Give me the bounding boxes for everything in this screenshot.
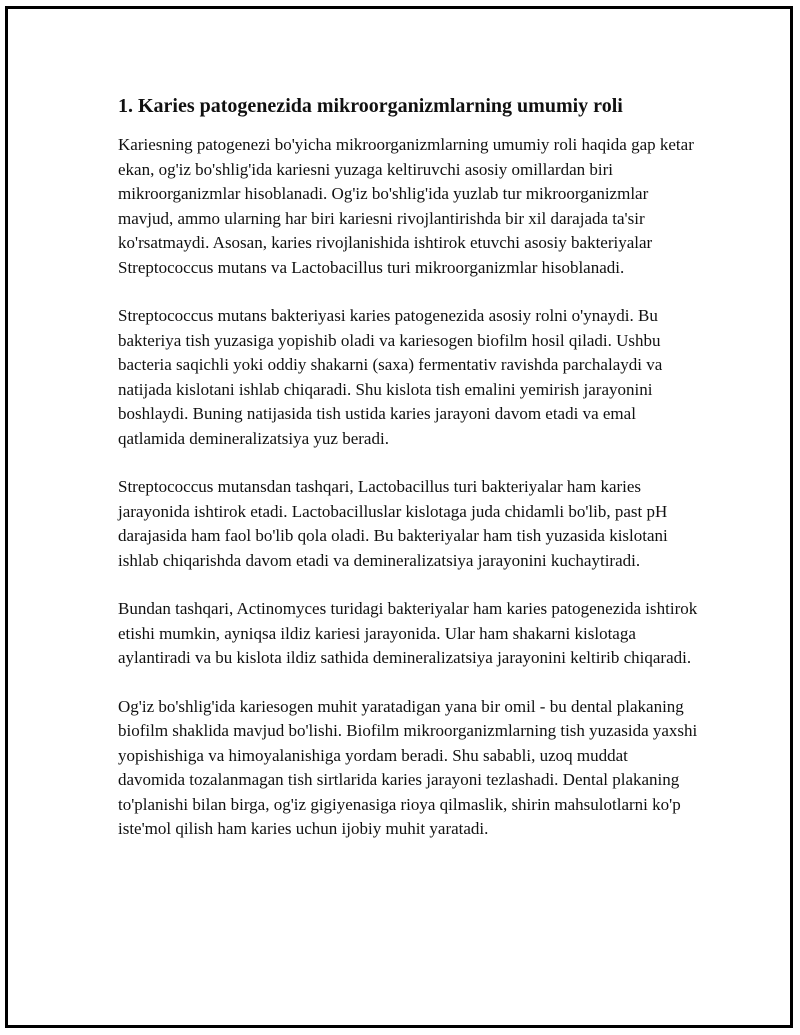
- paragraph-5: Og'iz bo'shlig'ida kariesogen muhit yaratadigan yana bir omil - bu dental plakaning biofilm shaklida mavjud bo'lishi. Biofilm mikroorganizmlarning tish yuzasida yaxshi yopishishiga va himoyalanishiga yordam beradi. Shu sababli, uzoq muddat davomida tozalanmagan tish sirtlarida karies jarayoni tezlashadi. Dental plakaning to'planishi bilan birga, og'iz gigiyenasiga rioya qilmaslik, shirin mahsulotlarni ko'p iste'mol qilish ham karies uchun ijobiy muhit yaratadi.: [118, 696, 698, 838]
- paragraph-2: Streptococcus mutans bakteriyasi karies patogenezida asosiy rolni o'ynaydi. Bu bakteriya tish yuzasiga yopishib oladi va kariesogen biofilm hosil qiladi. Ushbu bacteria saqichli yoki oddiy shakarni (saxa) fermentativ ravishda parchalaydi va natijada kislotani ishlab chiqaradi. Shu kislota tish emalini yemirish jarayonini boshlaydi. Buning natijasida tish ustida karies jarayoni davom etadi va emal qatlamida demineralizatsiya yuz beradi.: [118, 306, 663, 448]
- document-body: [118, 92, 698, 842]
- paragraph-3: Streptococcus mutansdan tashqari, Lactobacillus turi bakteriyalar ham karies jarayonida ishtirok etadi. Lactobacilluslar kislotaga juda chidamli bo'lib, past pH darajasida ham faol bo'lib qola oladi. Bu bakteriyalar ham tish yuzasida kislotani ishlab chiqarishda davom etadi va demineralizatsiya jarayonini kuchaytiradi.: [118, 477, 668, 570]
- paragraph-1: Kariesning patogenezi bo'yicha mikroorganizmlarning umumiy roli haqida gap ketar ekan, og'iz bo'shlig'ida kariesni yuzaga keltiruvchi asosiy omillardan biri mikroorganizmlar hisoblanadi. Og'iz bo'shlig'ida yuzlab tur mikroorganizmlar mavjud, ammo ularning har biri kariesni rivojlantirishda bir xil darajada ta'sir ko'rsatmaydi. Asosan, karies rivojlanishida ishtirok etuvchi asosiy bakteriyalar Streptococcus mutans va Lactobacillus turi mikroorganizmlar hisoblanadi.: [118, 135, 694, 277]
- paragraph-4: Bundan tashqari, Actinomyces turidagi bakteriyalar ham karies patogenezida ishtirok etishi mumkin, ayniqsa ildiz kariesi jarayonida. Ular ham shakarni kislotaga aylantiradi va bu kislota ildiz sathida demineralizatsiya jarayonini keltirib chiqaradi.: [118, 599, 698, 667]
- section-heading: 1. Karies patogenezida mikroorganizmlarning umumiy roli: [118, 95, 623, 117]
